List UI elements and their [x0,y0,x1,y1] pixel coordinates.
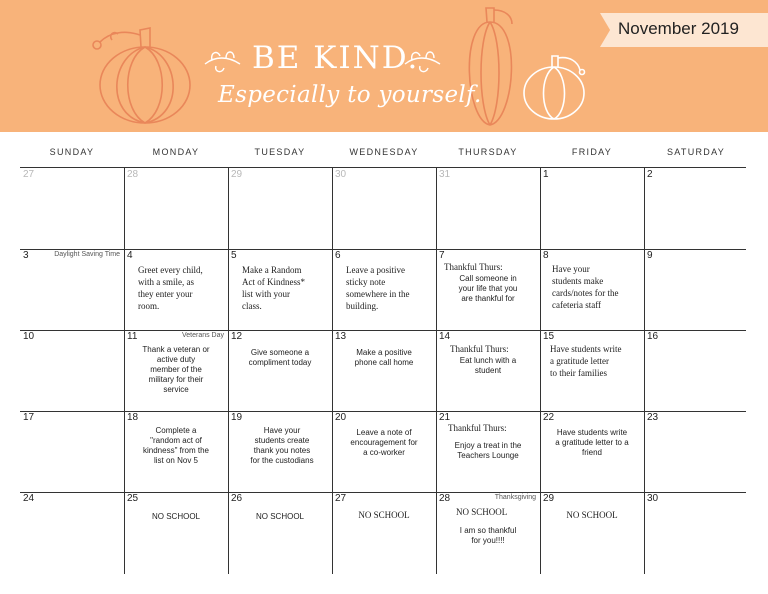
day-number: 31 [439,169,451,180]
day-cell-oct-29 [228,168,332,248]
day-cell-nov-15 [540,330,644,410]
day-note: Thank a veteran or active duty member of the military for their service [142,345,210,394]
day-number: 26 [231,493,243,504]
day-cell-nov-30 [644,492,748,572]
flourish-left-icon [205,52,240,72]
day-note: Have students write a gratitude letter to their families [550,344,622,378]
day-note: Call someone in your life that you are thankful for [458,274,518,303]
note-heading: NO SCHOOL [456,507,508,517]
day-number: 23 [647,412,659,423]
day-note: Have your students make cards/notes for the cafeteria staff [552,264,619,310]
day-note: Eat lunch with a student [459,356,517,375]
day-cell-nov-7 [436,249,540,329]
day-number: 24 [23,493,35,504]
calendar-grid [20,168,746,578]
day-note: Make a Random Act of Kindness* list with your class. [242,265,305,311]
day-number: 12 [231,331,243,342]
day-number: 19 [231,412,243,423]
pumpkin-right-icon [524,56,585,119]
weekday-tuesday: TUESDAY [254,147,306,157]
holiday-tag: Veterans Day [181,332,224,339]
day-cell-nov-19 [228,411,332,491]
day-cell-nov-29 [540,492,644,572]
day-cell-nov-6 [332,249,436,329]
day-note: Leave a positive sticky note somewhere in the building. [346,265,410,311]
day-number: 15 [543,331,555,342]
pumpkin-left-icon [93,28,190,123]
day-number: 13 [335,331,347,342]
day-cell-oct-28 [124,168,228,248]
day-cell-nov-27 [332,492,436,572]
day-cell-oct-27 [20,168,124,248]
day-cell-nov-17 [20,411,124,491]
day-note: Leave a note of encouragement for a co-worker [350,428,418,457]
day-cell-nov-24 [20,492,124,572]
day-number: 21 [439,412,451,423]
weekday-sunday: SUNDAY [49,147,95,157]
weekday-saturday: SATURDAY [666,147,726,157]
day-number: 16 [647,331,659,342]
day-note: Complete a "random act of kindness" from the list on Nov 5 [143,426,209,465]
day-note: Have your students create thank you notes for the custodians [250,426,314,465]
page-subtitle: Especially to yourself. [218,82,482,108]
day-cell-nov-22 [540,411,644,491]
day-cell-nov-5 [228,249,332,329]
day-cell-nov-8 [540,249,644,329]
page-title: BE KIND. [252,40,420,76]
note-heading: Thankful Thurs: [444,262,503,272]
weekday-thursday: THURSDAY [458,147,518,157]
day-cell-nov-9 [644,249,748,329]
day-cell-nov-11 [124,330,228,410]
day-cell-nov-4 [124,249,228,329]
day-note: Enjoy a treat in the Teachers Lounge [454,441,522,460]
day-cell-nov-14 [436,330,540,410]
day-cell-nov-18 [124,411,228,491]
day-number: 25 [127,493,139,504]
day-cell-nov-13 [332,330,436,410]
day-cell-nov-25 [124,492,228,572]
day-number: 10 [23,331,35,342]
day-cell-nov-26 [228,492,332,572]
weekday-monday: MONDAY [152,147,200,157]
day-number: 27 [335,493,347,504]
day-note: NO SCHOOL [151,512,200,521]
day-cell-nov-1 [540,168,644,248]
day-number: 9 [647,250,653,261]
day-number: 5 [231,250,237,261]
day-cell-nov-20 [332,411,436,491]
day-cell-nov-21 [436,411,540,491]
day-number: 8 [543,250,549,261]
day-cell-nov-10 [20,330,124,410]
weekday-wednesday: WEDNESDAY [349,147,419,157]
note-heading: Thankful Thurs: [450,344,509,354]
day-number: 14 [439,331,451,342]
weekday-header [20,147,746,165]
day-note: Make a positive phone call home [354,348,414,367]
day-cell-nov-2 [644,168,748,248]
day-note: Have students write a gratitude letter to a friend [555,428,629,457]
day-number: 4 [127,250,133,261]
day-number: 22 [543,412,555,423]
day-cell-oct-30 [332,168,436,248]
day-number: 30 [647,493,659,504]
day-number: 11 [127,331,138,342]
day-cell-nov-28 [436,492,540,572]
day-cell-nov-3 [20,249,124,329]
day-number: 27 [23,169,35,180]
day-number: 29 [231,169,243,180]
day-note: I am so thankful for you!!!! [459,526,517,545]
day-cell-nov-23 [644,411,748,491]
holiday-tag: Thanksgiving [494,494,536,501]
day-note: NO SCHOOL [358,510,410,520]
day-note: Greet every child, with a smile, as they enter your room. [138,265,203,311]
day-number: 18 [127,412,139,423]
day-number: 2 [647,169,653,180]
day-number: 1 [543,169,549,180]
weekday-friday: FRIDAY [571,147,613,157]
day-cell-oct-31 [436,168,540,248]
day-note: NO SCHOOL [566,510,618,520]
day-number: 20 [335,412,347,423]
note-heading: Thankful Thurs: [448,423,507,433]
day-number: 3 [23,250,29,261]
day-number: 28 [439,493,451,504]
day-number: 7 [439,250,445,261]
day-cell-nov-12 [228,330,332,410]
day-number: 17 [23,412,35,423]
day-note: NO SCHOOL [255,512,304,521]
day-note: Give someone a compliment today [248,348,312,367]
day-number: 28 [127,169,139,180]
day-number: 29 [543,493,555,504]
month-label: November 2019 [618,19,739,38]
holiday-tag: Daylight Saving Time [54,251,120,258]
day-number: 30 [335,169,347,180]
day-cell-nov-16 [644,330,748,410]
day-number: 6 [335,250,341,261]
